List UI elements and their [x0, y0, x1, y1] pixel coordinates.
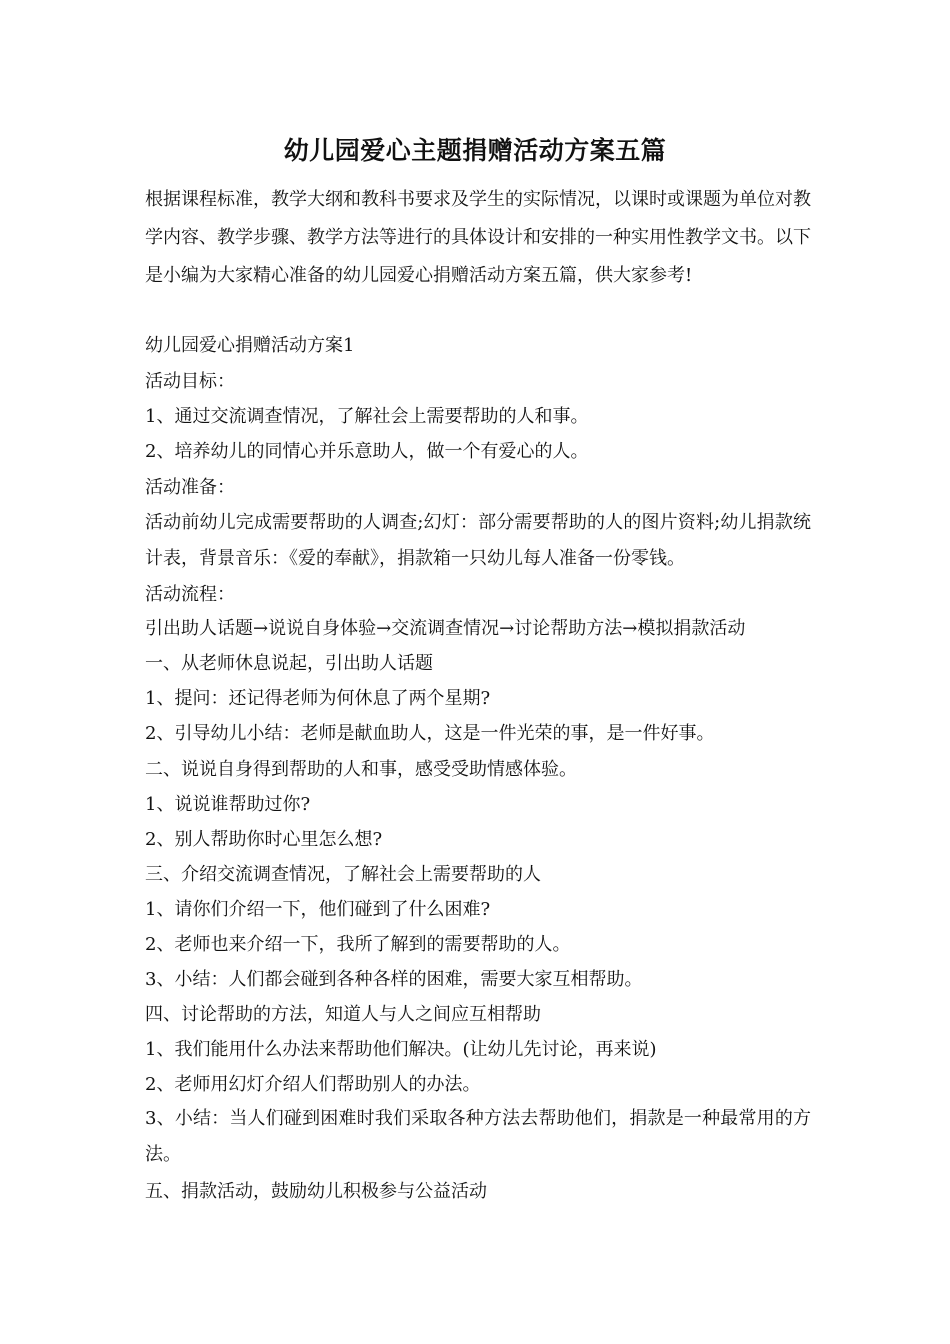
paragraph-line: 2、别人帮助你时心里怎么想?	[145, 829, 383, 850]
paragraph-line: 3、小结：当人们碰到困难时我们采取各种方法去帮助他们，捐款是一种最常用的方法。	[145, 1108, 811, 1165]
paragraph-line: 2、引导幼儿小结：老师是献血助人，这是一件光荣的事，是一件好事。	[145, 723, 715, 744]
paragraph-line: 二、说说自身得到帮助的人和事，感受受助情感体验。	[145, 759, 577, 780]
paragraph-line: 2、老师也来介绍一下，我所了解到的需要帮助的人。	[145, 934, 571, 955]
paragraph-line: 1、请你们介绍一下，他们碰到了什么困难?	[145, 899, 491, 920]
paragraph-line: 一、从老师休息说起，引出助人话题	[145, 653, 433, 674]
document-title: 幼儿园爱心主题捐赠活动方案五篇	[283, 136, 667, 165]
paragraph-line: 活动目标：	[145, 371, 235, 392]
intro-paragraph: 根据课程标准，教学大纲和教科书要求及学生的实际情况，以课时或课题为单位对教学内容、教学步骤、教学方法等进行的具体设计和安排的一种实用性教学文书。以下是小编为大家精心准备的幼儿园爱心捐赠活动方案五篇，供大家参考!	[145, 189, 811, 286]
paragraph-line: 活动流程：	[145, 584, 235, 605]
paragraph-line: 1、提问：还记得老师为何休息了两个星期?	[145, 688, 491, 709]
paragraph-line: 三、介绍交流调查情况，了解社会上需要帮助的人	[145, 864, 541, 885]
paragraph-line: 引出助人话题→说说自身体验→交流调查情况→讨论帮助方法→模拟捐款活动	[145, 618, 746, 639]
section-heading: 幼儿园爱心捐赠活动方案1	[145, 335, 355, 356]
paragraph-line: 3、小结：人们都会碰到各种各样的困难，需要大家互相帮助。	[145, 969, 643, 990]
paragraph-line: 2、老师用幻灯介绍人们帮助别人的办法。	[145, 1074, 481, 1095]
paragraph-line: 1、说说谁帮助过你?	[145, 794, 311, 815]
paragraph-line: 2、培养幼儿的同情心并乐意助人，做一个有爱心的人。	[145, 441, 589, 462]
paragraph-line: 1、通过交流调查情况，了解社会上需要帮助的人和事。	[145, 406, 589, 427]
paragraph-line: 活动准备：	[145, 477, 235, 498]
paragraph-line: 1、我们能用什么办法来帮助他们解决。(让幼儿先讨论，再来说)	[145, 1039, 657, 1060]
paragraph-line: 五、捐款活动，鼓励幼儿积极参与公益活动	[145, 1181, 487, 1202]
paragraph-line: 活动前幼儿完成需要帮助的人调查;幻灯：部分需要帮助的人的图片资料;幼儿捐款统计表，背景音乐：《爱的奉献》，捐款箱一只幼儿每人准备一份零钱。	[145, 512, 811, 569]
paragraph-line: 四、讨论帮助的方法，知道人与人之间应互相帮助	[145, 1004, 541, 1025]
